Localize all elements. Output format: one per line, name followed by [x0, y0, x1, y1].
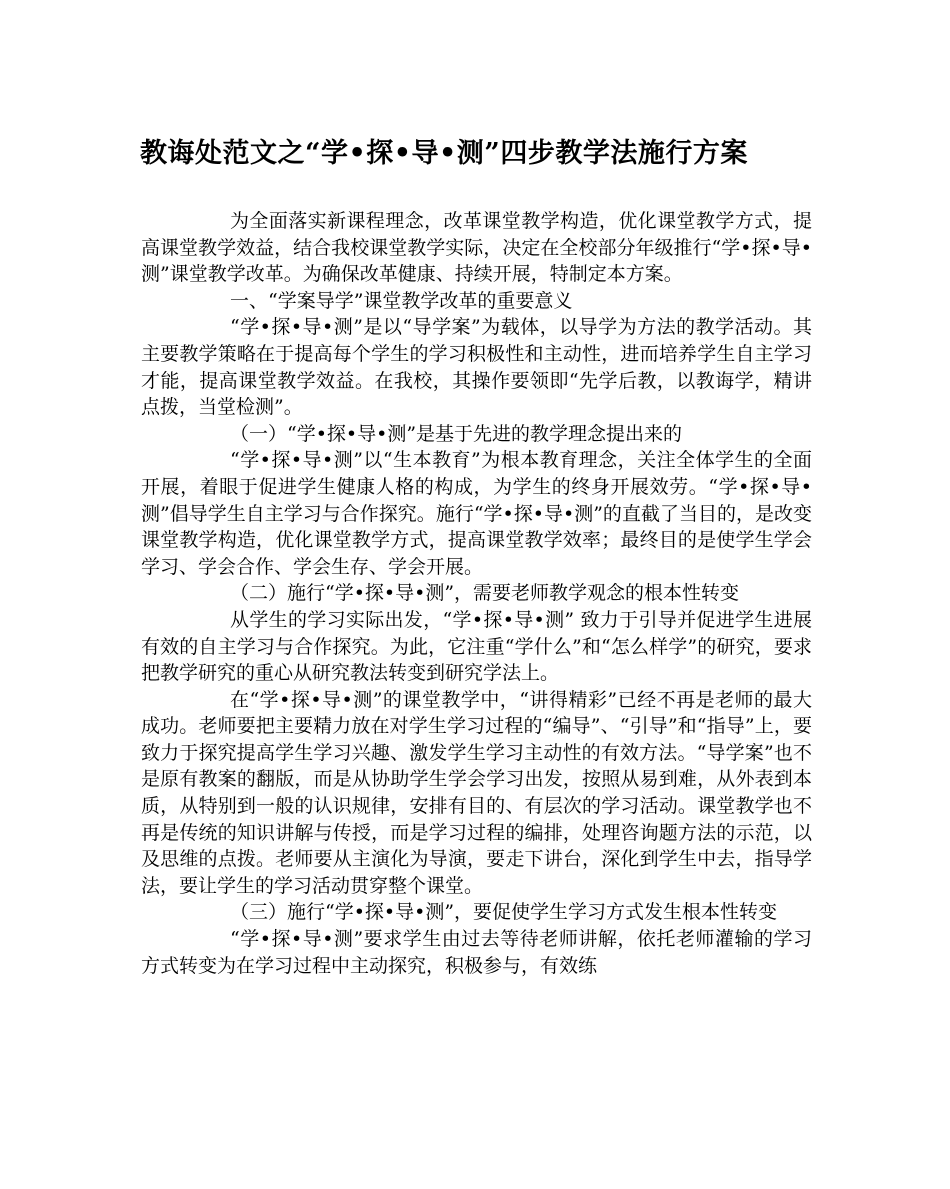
subsection-heading-2: （二）施行“学•探•导•测”，需要老师教学观念的根本性转变: [230, 582, 740, 605]
document-body: [141, 208, 812, 979]
document-title: 教诲处范文之“学•探•导•测”四步教学法施行方案: [140, 138, 748, 169]
paragraph-intro: 为全面落实新课程理念，改革课堂教学构造，优化课堂教学方式，提高课堂教学效益，结合我校课堂教学实际，决定在全校部分年级推行“学•探•导•测”课堂教学改革。为确保改革健康、持续开展，特制定本方案。: [141, 210, 812, 286]
paragraph: “学•探•导•测”要求学生由过去等待老师讲解，依托老师灌输的学习方式转变为在学习过程中主动探究，积极参与，有效练: [141, 928, 812, 977]
subsection-heading-1: （一）“学•探•导•测”是基于先进的教学理念提出来的: [230, 422, 683, 445]
subsection-heading-3: （三）施行“学•探•导•测”，要促使学生学习方式发生根本性转变: [230, 901, 778, 924]
paragraph: 从学生的学习实际出发，“学•探•导•测” 致力于引导并促进学生进展有效的自主学习与合作探究。为此，它注重“学什么”和“怎么样学”的研究，要求把教学研究的重心从研究教法转变到研究学法上。: [141, 608, 812, 685]
section-heading-1: 一、“学案导学”课堂教学改革的重要意义: [230, 289, 573, 312]
paragraph: “学•探•导•测”以“生本教育”为根本教育理念，关注全体学生的全面开展，着眼于促进学生健康人格的构成，为学生的终身开展效劳。“学•探•导•测”倡导学生自主学习与合作探究。施行“学•探•导•测”的直截了当目的，是改变课堂教学构造，优化课堂教学方式，提高课堂教学效率；最终目的是使学生学会学习、学会合作、学会生存、学会开展。: [141, 449, 812, 578]
paragraph: “学•探•导•测”是以“导学案”为载体，以导学为方法的教学活动。其主要教学策略在于提高每个学生的学习积极性和主动性，进而培养学生自主学习才能，提高课堂教学效益。在我校，其操作要领即“先学后教，以教诲学，精讲点拨，当堂检测”。: [141, 316, 812, 419]
paragraph: 在“学•探•导•测”的课堂教学中，“讲得精彩”已经不再是老师的最大成功。老师要把主要精力放在对学生学习过程的“编导”、“引导”和“指导”上，要致力于探究提高学生学习兴趣、激发学生学习主动性的有效方法。“导学案”也不是原有教案的翻版，而是从协助学生学会学习出发，按照从易到难，从外表到本质，从特别到一般的认识规律，安排有目的、有层次的学习活动。课堂教学也不再是传统的知识讲解与传授，而是学习过程的编排，处理咨询题方法的示范，以及思维的点拨。老师要从主演化为导演，要走下讲台，深化到学生中去，指导学法，要让学生的学习活动贯穿整个课堂。: [141, 688, 812, 897]
